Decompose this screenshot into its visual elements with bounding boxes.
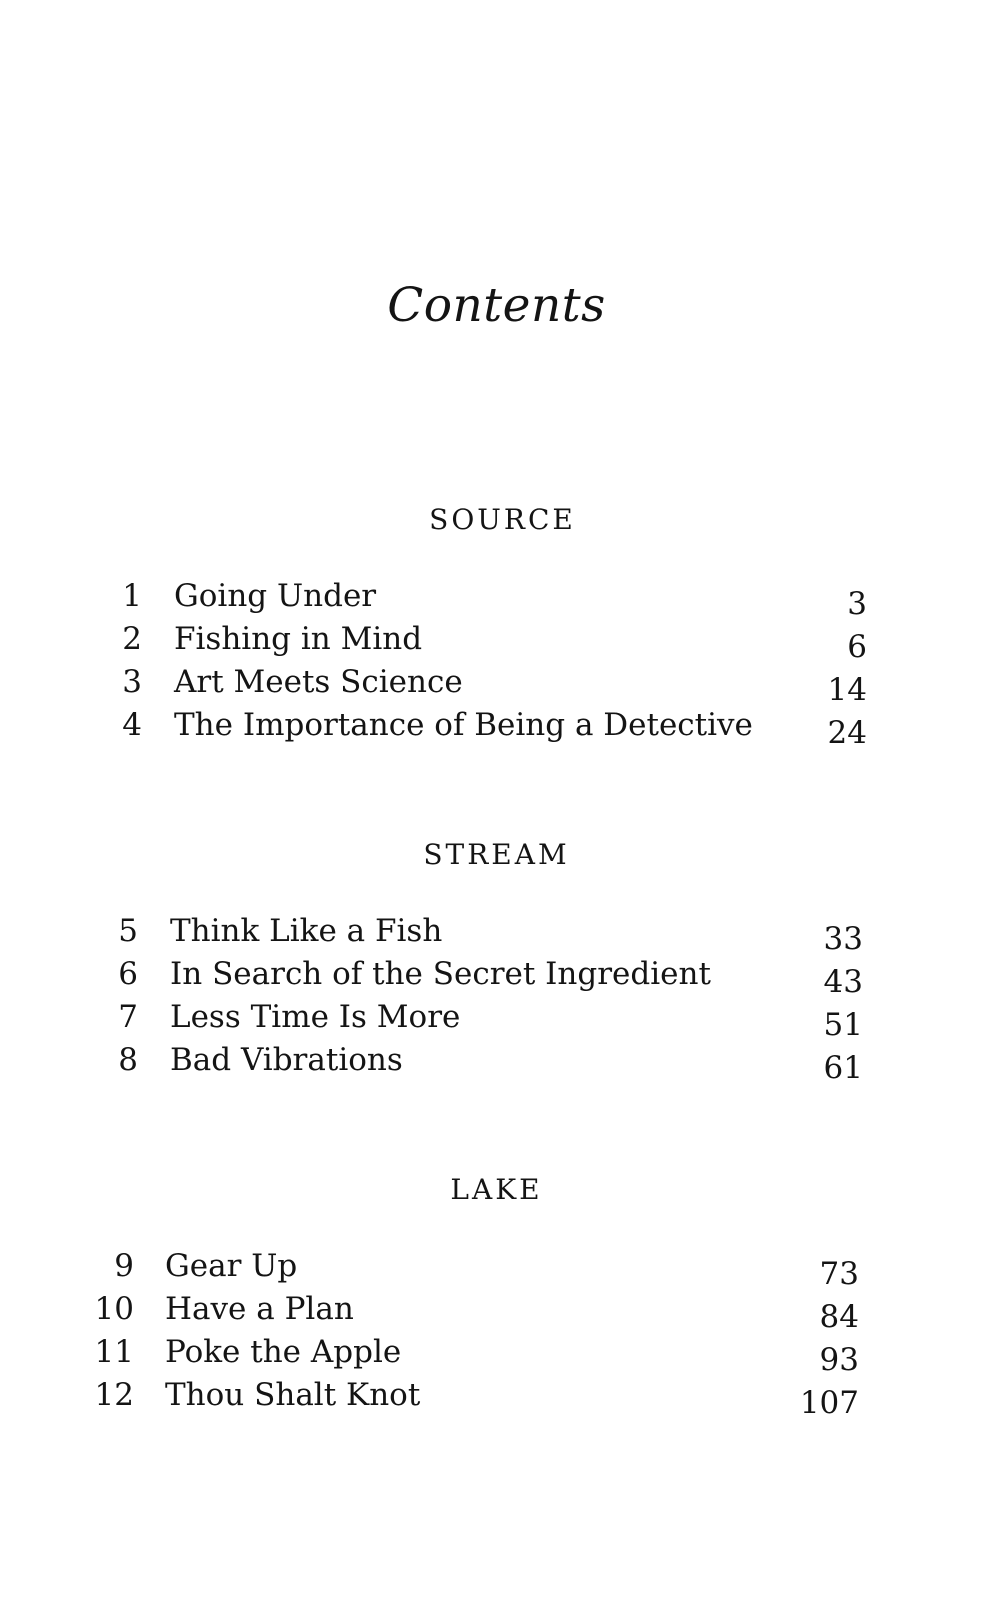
page-number: 14 (827, 672, 867, 708)
chapter-title: Poke the Apple (165, 1334, 402, 1370)
chapter-title: Bad Vibrations (170, 1042, 403, 1078)
toc-entry (0, 1288, 993, 1335)
toc-entry (0, 618, 993, 665)
chapter-number: 8 (118, 1042, 138, 1078)
section-heading: STREAM (423, 838, 570, 871)
toc-entry (0, 575, 993, 622)
toc-list (0, 575, 993, 751)
page-number: 73 (819, 1256, 859, 1292)
toc-list (0, 910, 993, 1086)
toc-entry (0, 996, 993, 1043)
chapter-title: The Importance of Being a Detective (174, 707, 753, 743)
page-number: 93 (819, 1342, 859, 1378)
page-number: 33 (823, 921, 863, 957)
toc-entry (0, 1374, 993, 1421)
section-heading: SOURCE (429, 503, 576, 536)
toc-entry (0, 704, 993, 751)
chapter-title: Gear Up (165, 1248, 298, 1284)
chapter-title: Think Like a Fish (170, 913, 443, 949)
toc-list (0, 1245, 993, 1421)
toc-entry (0, 953, 993, 1000)
page-number: 107 (799, 1385, 859, 1421)
page-number: 3 (847, 586, 867, 622)
chapter-title: Thou Shalt Knot (165, 1377, 421, 1413)
chapter-number: 7 (118, 999, 138, 1035)
page-number: 24 (827, 715, 867, 751)
chapter-title: Going Under (174, 578, 377, 614)
chapter-number: 4 (122, 707, 142, 743)
toc-entry (0, 661, 993, 708)
page-title: Contents (387, 278, 606, 333)
section-heading: LAKE (450, 1173, 543, 1206)
chapter-number: 1 (122, 578, 142, 614)
page-number: 43 (823, 964, 863, 1000)
toc-entry (0, 910, 993, 957)
chapter-number: 2 (122, 621, 142, 657)
page-number: 6 (847, 629, 867, 665)
chapter-title: Fishing in Mind (174, 621, 423, 657)
chapter-title: In Search of the Secret Ingredient (170, 956, 711, 992)
chapter-number: 3 (122, 664, 142, 700)
chapter-number: 6 (118, 956, 138, 992)
page-number: 61 (823, 1050, 863, 1086)
chapter-number: 11 (94, 1334, 134, 1370)
chapter-title: Art Meets Science (174, 664, 463, 700)
chapter-title: Less Time Is More (170, 999, 461, 1035)
chapter-number: 5 (118, 913, 138, 949)
chapter-number: 9 (114, 1248, 134, 1284)
toc-entry (0, 1245, 993, 1292)
page-number: 84 (819, 1299, 859, 1335)
chapter-number: 12 (94, 1377, 134, 1413)
toc-entry (0, 1331, 993, 1378)
chapter-number: 10 (94, 1291, 134, 1327)
toc-entry (0, 1039, 993, 1086)
chapter-title: Have a Plan (165, 1291, 354, 1327)
page-number: 51 (823, 1007, 863, 1043)
